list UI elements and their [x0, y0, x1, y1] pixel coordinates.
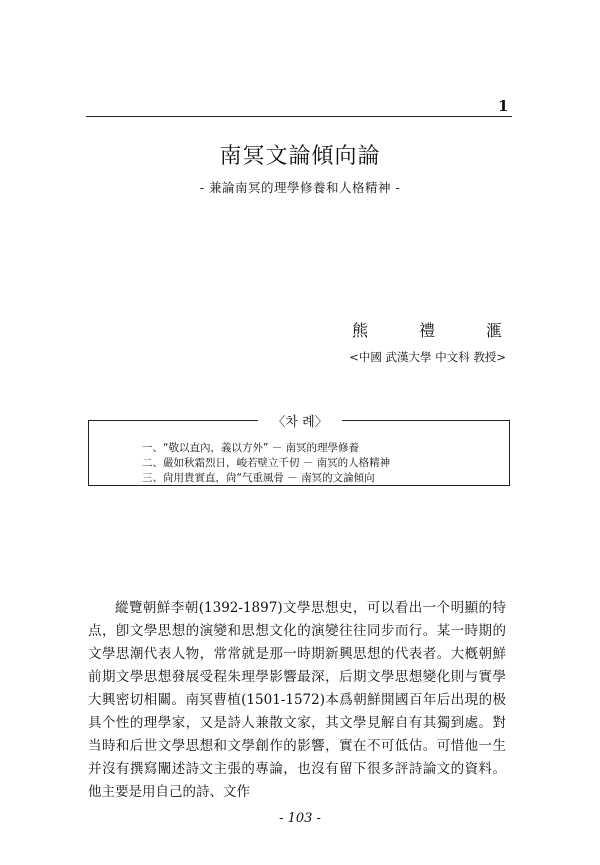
author-name-char: 滙 [485, 321, 502, 340]
author-affiliation: <中國 武漢大學 中文科 教授> [349, 350, 506, 364]
table-of-contents-list [142, 441, 390, 486]
paper-title: 南冥文論傾向論 [219, 144, 381, 169]
footer-page-number: - 103 - [279, 811, 321, 826]
author-name [352, 318, 502, 341]
table-of-contents-heading-wrap [0, 411, 600, 430]
author-name-char: 熊 [352, 321, 369, 340]
header-page-number: 1 [498, 97, 509, 115]
author-name-char: 禮 [418, 321, 435, 340]
header-rule [86, 116, 512, 117]
toc-item: 一、“敬以直內，義以方外” － 南冥的理學修養 [142, 442, 360, 454]
paper-subtitle: - 兼論南冥的理學修養和人格精神 - [199, 180, 401, 195]
toc-item: 三、尙用貴實直，尙“气重風骨 － 南冥的文論傾向 [142, 472, 375, 484]
body-paragraph: 縱覽朝鮮李朝(1392-1897)文學思想史，可以看出一个明顯的特点，卽文學思想的演變和思想文化的演變往往同步而行。某一時期的文學思潮代表人物，常常就是那一時期新興思想的代表者。大槪朝鮮前期文學思想發展受程朱理學影響最深，后期文學思想變化則与實學大興密切相關。南冥曹植(1501-1572)本爲朝鮮開國百年后出現的极具个性的理學家，又是詩人兼散文家，其文學見解自有其獨到處。對当時和后世文學思想和文學創作的影響，實在不可低估。可惜他一生并沒有撰寫闡述詩文主張的專論，也沒有留下很多評詩論文的資料。他主要是用自己的詩、文作 [88, 600, 506, 800]
table-of-contents-heading: 〈차 례〉 [258, 411, 341, 430]
body-text [88, 597, 506, 804]
toc-item: 二、嚴如秋霜烈日，峻若壁立千仞 － 南冥的人格精神 [142, 457, 391, 469]
